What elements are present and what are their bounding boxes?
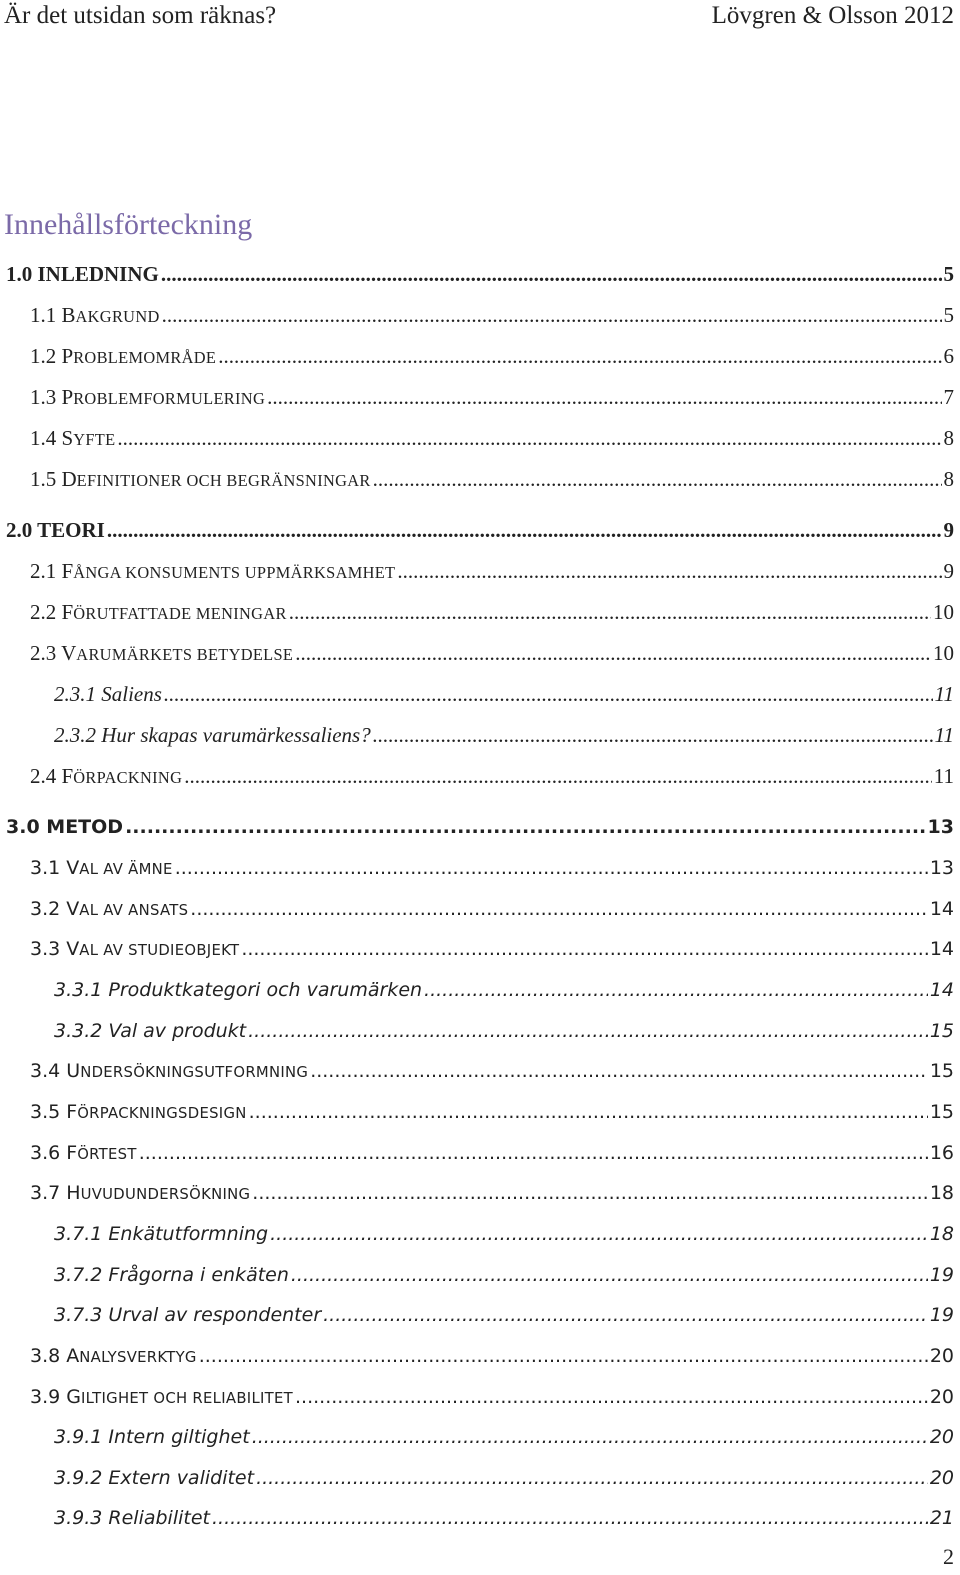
toc-entry-label: 1.1 BAKGRUND xyxy=(30,303,160,327)
toc-entry-label: 3.6 FÖRTEST xyxy=(30,1142,137,1164)
toc-entry-level2[interactable] xyxy=(0,467,960,501)
toc-entry-page: 9 xyxy=(943,559,954,583)
toc-leader-dots xyxy=(164,682,933,707)
toc-entry-level2[interactable] xyxy=(0,764,960,798)
toc-leader-dots xyxy=(295,641,931,666)
toc-entry-level3[interactable] xyxy=(0,1223,960,1257)
toc-leader-dots xyxy=(184,764,932,789)
toc-entry-label: 1.3 PROBLEMFORMULERING xyxy=(30,385,266,409)
toc-entry-label: 3.3.1 Produktkategori och varumärken xyxy=(54,979,423,1001)
toc-entry-level2[interactable] xyxy=(0,426,960,460)
toc-entry-level3[interactable] xyxy=(0,1020,960,1054)
toc-entry-page: 19 xyxy=(929,1304,954,1326)
toc-leader-dots xyxy=(289,600,931,625)
toc-entry-page: 5 xyxy=(943,303,954,327)
toc-entry-label: 3.7.3 Urval av respondenter xyxy=(54,1304,322,1326)
toc-entry-level1[interactable] xyxy=(0,518,960,552)
toc-leader-dots xyxy=(270,1223,928,1245)
toc-entry-label: 2.0 TEORI xyxy=(6,518,105,542)
toc-entry-label: 2.2 FÖRUTFATTADE MENINGAR xyxy=(30,600,287,624)
toc-entry-level3[interactable] xyxy=(0,979,960,1013)
toc-entry-label: 2.3.2 Hur skapas varumärkessaliens? xyxy=(54,723,371,747)
toc-entry-label: 3.9 GILTIGHET OCH RELIABILITET xyxy=(30,1386,293,1408)
header-title: Är det utsidan som räknas? xyxy=(4,2,277,29)
toc-entry-level3[interactable] xyxy=(0,1264,960,1298)
toc-entry-page: 13 xyxy=(929,857,954,879)
toc-leader-dots xyxy=(295,1386,928,1408)
toc-entry-level2[interactable] xyxy=(0,857,960,891)
toc-leader-dots xyxy=(107,518,942,543)
toc-entry-level2[interactable] xyxy=(0,898,960,932)
toc-leader-dots xyxy=(310,1060,928,1082)
toc-entry-page: 20 xyxy=(929,1345,954,1367)
toc-leader-dots xyxy=(291,1264,928,1286)
toc-entry-level1[interactable] xyxy=(0,816,960,850)
toc-entry-level2[interactable] xyxy=(0,641,960,675)
toc-entry-level3[interactable] xyxy=(0,1507,960,1541)
toc-entry-page: 10 xyxy=(933,600,954,624)
toc-entry-label: 3.4 UNDERSÖKNINGSUTFORMNING xyxy=(30,1060,309,1082)
toc-entry-level2[interactable] xyxy=(0,559,960,593)
toc-entry-page: 8 xyxy=(943,467,954,491)
toc-leader-dots xyxy=(241,938,928,960)
toc-entry-level2[interactable] xyxy=(0,1182,960,1216)
toc-leader-dots xyxy=(252,1426,928,1448)
toc-entry-level3[interactable] xyxy=(0,1304,960,1338)
toc-entry-label: 3.3 VAL AV STUDIEOBJEKT xyxy=(30,938,240,960)
toc-entry-label: 1.2 PROBLEMOMRÅDE xyxy=(30,344,217,368)
toc-entry-level2[interactable] xyxy=(0,600,960,634)
toc-entry-label: 3.5 FÖRPACKNINGSDESIGN xyxy=(30,1101,247,1123)
toc-entry-level3[interactable] xyxy=(0,723,960,757)
toc-entry-page: 14 xyxy=(929,938,954,960)
toc-entry-page: 10 xyxy=(933,641,954,665)
header-authors: Lövgren & Olsson 2012 xyxy=(711,2,954,29)
toc-entry-label: 3.9.3 Reliabilitet xyxy=(54,1507,210,1529)
toc-leader-dots xyxy=(267,385,941,410)
toc-entry-level2[interactable] xyxy=(0,1142,960,1176)
toc-entry-label: 2.4 FÖRPACKNING xyxy=(30,764,183,788)
page-header xyxy=(0,0,960,30)
toc-leader-dots xyxy=(125,816,925,838)
toc-entry-page: 20 xyxy=(929,1386,954,1408)
toc-entry-label: 2.1 FÅNGA KONSUMENTS UPPMÄRKSAMHET xyxy=(30,559,396,583)
toc-entry-level2[interactable] xyxy=(0,938,960,972)
toc-entry-label: 1.0 INLEDNING xyxy=(6,262,159,286)
toc-leader-dots xyxy=(397,559,941,584)
toc-entry-label: 3.9.1 Intern giltighet xyxy=(54,1426,250,1448)
toc-entry-label: 3.7 HUVUDUNDERSÖKNING xyxy=(30,1182,251,1204)
toc-entry-label: 3.3.2 Val av produkt xyxy=(54,1020,247,1042)
toc-entry-label: 3.2 VAL AV ANSATS xyxy=(30,898,189,920)
toc-entry-level2[interactable] xyxy=(0,1386,960,1420)
toc-leader-dots xyxy=(190,898,928,920)
toc-entry-level2[interactable] xyxy=(0,303,960,337)
toc-leader-dots xyxy=(373,723,933,748)
toc-entry-page: 14 xyxy=(929,898,954,920)
toc-entry-page: 11 xyxy=(934,723,954,747)
toc-leader-dots xyxy=(199,1345,928,1367)
toc-leader-dots xyxy=(252,1182,928,1204)
toc-entry-page: 19 xyxy=(929,1264,954,1286)
toc-entry-page: 5 xyxy=(943,262,954,286)
toc-entry-page: 15 xyxy=(929,1060,954,1082)
toc-entry-label: 3.0 METOD xyxy=(6,816,124,838)
toc-leader-dots xyxy=(248,1020,928,1042)
toc-leader-dots xyxy=(212,1507,928,1529)
toc-entry-page: 13 xyxy=(927,816,954,838)
toc-entry-level3[interactable] xyxy=(0,682,960,716)
toc-entry-label: 3.7.1 Enkätutformning xyxy=(54,1223,269,1245)
toc-entry-label: 2.3.1 Saliens xyxy=(54,682,162,706)
toc-entry-page: 8 xyxy=(943,426,954,450)
toc-entry-level2[interactable] xyxy=(0,385,960,419)
toc-entry-label: 2.3 VARUMÄRKETS BETYDELSE xyxy=(30,641,294,665)
toc-heading: Innehållsförteckning xyxy=(4,208,253,241)
toc-leader-dots xyxy=(175,857,928,879)
toc-entry-level2[interactable] xyxy=(0,344,960,378)
toc-entry-page: 15 xyxy=(929,1101,954,1123)
toc-entry-page: 15 xyxy=(929,1020,954,1042)
toc-entry-page: 18 xyxy=(929,1223,954,1245)
toc-entry-level2[interactable] xyxy=(0,1101,960,1135)
toc-entry-page: 20 xyxy=(929,1467,954,1489)
toc-entry-label: 3.9.2 Extern validitet xyxy=(54,1467,255,1489)
toc-entry-level3[interactable] xyxy=(0,1426,960,1460)
toc-entry-page: 11 xyxy=(933,764,954,788)
toc-leader-dots xyxy=(424,979,928,1001)
toc-entry-page: 9 xyxy=(943,518,954,542)
toc-leader-dots xyxy=(161,262,942,287)
toc-entry-page: 16 xyxy=(929,1142,954,1164)
toc-entry-label: 1.4 SYFTE xyxy=(30,426,116,450)
toc-entry-level2[interactable] xyxy=(0,1345,960,1379)
toc-leader-dots xyxy=(323,1304,928,1326)
toc-entry-page: 21 xyxy=(929,1507,954,1529)
toc-leader-dots xyxy=(117,426,941,451)
toc-entry-label: 3.7.2 Frågorna i enkäten xyxy=(54,1264,289,1286)
toc-leader-dots xyxy=(218,344,941,369)
toc-entry-label: 1.5 DEFINITIONER OCH BEGRÄNSNINGAR xyxy=(30,467,371,491)
toc-leader-dots xyxy=(139,1142,928,1164)
toc-entry-page: 18 xyxy=(929,1182,954,1204)
toc-leader-dots xyxy=(249,1101,928,1123)
toc-entry-page: 14 xyxy=(929,979,954,1001)
toc-leader-dots xyxy=(162,303,942,328)
toc-entry-page: 7 xyxy=(943,385,954,409)
toc-entry-level1[interactable] xyxy=(0,262,960,296)
toc-entry-label: 3.1 VAL AV ÄMNE xyxy=(30,857,173,879)
toc-entry-label: 3.8 ANALYSVERKTYG xyxy=(30,1345,197,1367)
toc-entry-level2[interactable] xyxy=(0,1060,960,1094)
toc-entry-page: 20 xyxy=(929,1426,954,1448)
toc-entry-page: 11 xyxy=(934,682,954,706)
page-number: 2 xyxy=(943,1544,954,1569)
toc-entry-page: 6 xyxy=(943,344,954,368)
toc-leader-dots xyxy=(373,467,942,492)
toc-entry-level3[interactable] xyxy=(0,1467,960,1501)
toc-leader-dots xyxy=(256,1467,928,1489)
